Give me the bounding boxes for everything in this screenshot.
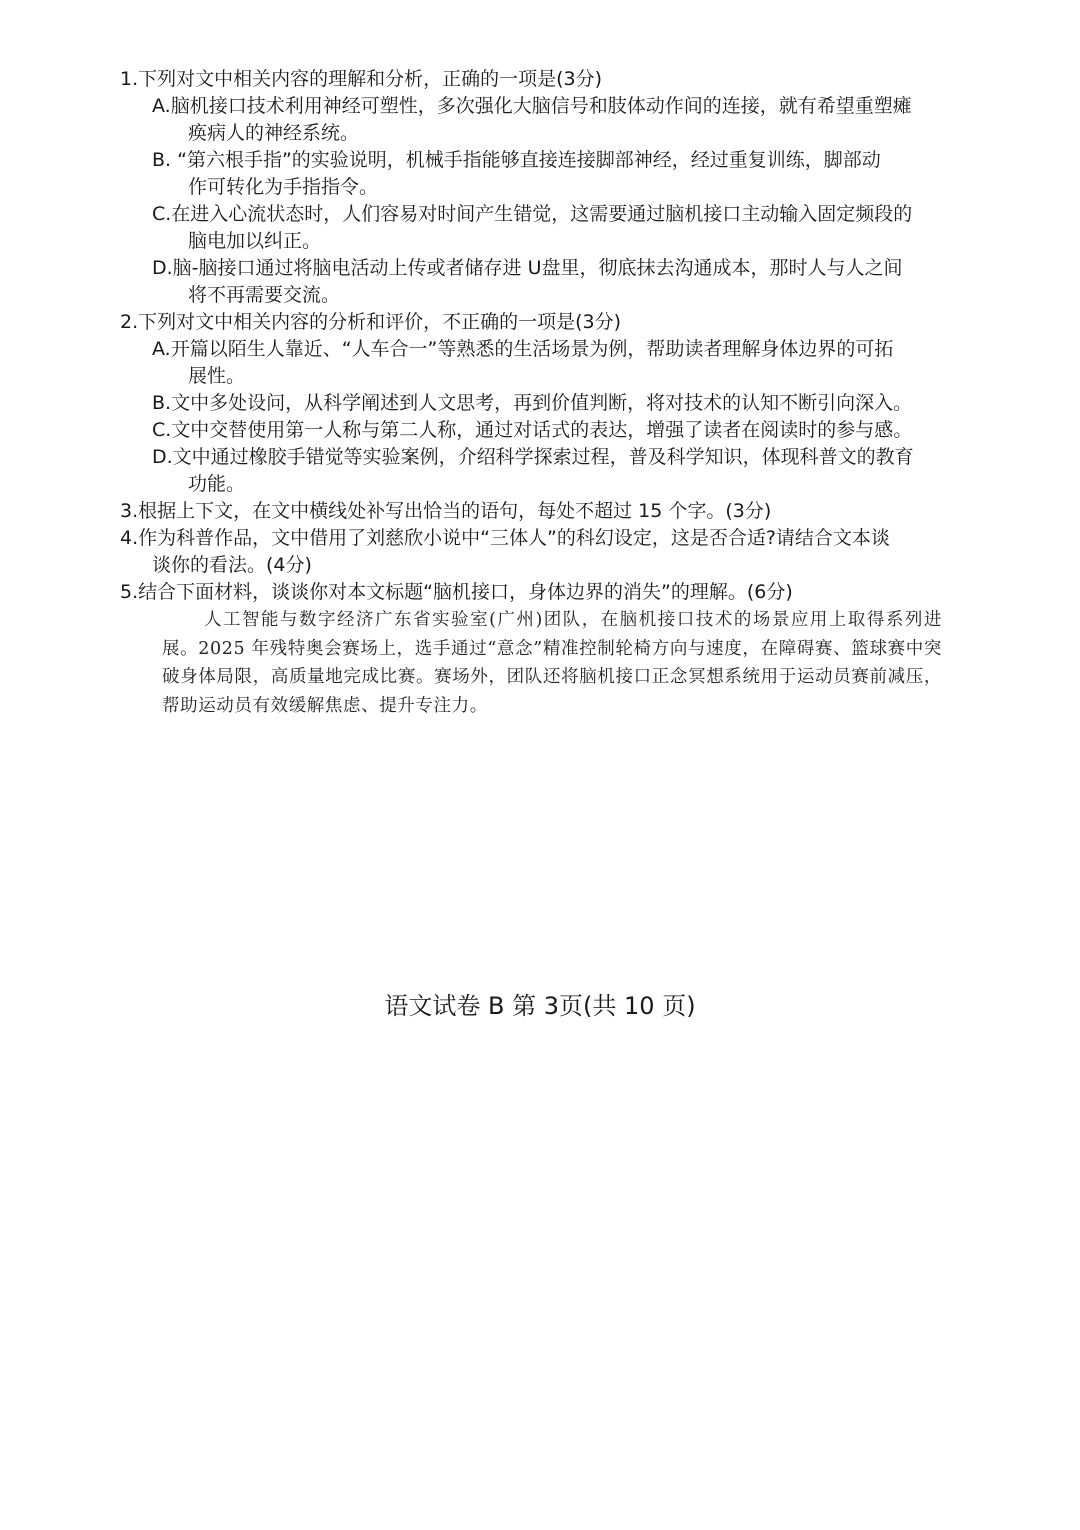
- option-text-continued: 作可转化为手指指令。: [188, 176, 379, 198]
- page-footer: 语文试卷 B 第 3页(共 10 页): [384, 992, 696, 1020]
- option-text-continued: 将不再需要交流。: [188, 284, 341, 306]
- question-1-stem: 1.下列对文中相关内容的理解和分析，正确的一项是(3分): [120, 68, 603, 90]
- option-text-continued: 展性。: [188, 365, 246, 387]
- option-text: C.文中交替使用第一人称与第二人称，通过对话式的表达，增强了读者在阅读时的参与感。: [152, 419, 913, 441]
- option-text-continued: 功能。: [188, 473, 246, 495]
- option-text: C.在进入心流状态时，人们容易对时间产生错觉，这需要通过脑机接口主动输入固定频段的: [152, 203, 913, 225]
- question-1-option-a: [152, 93, 982, 147]
- question-3: 3.根据上下文，在文中横线处补写出恰当的语句，每处不超过 15 个字。(3分): [120, 500, 772, 522]
- question-2-stem: 2.下列对文中相关内容的分析和评价，不正确的一项是(3分): [120, 311, 622, 333]
- question-2-option-c: [152, 417, 982, 444]
- option-text-continued: 痪病人的神经系统。: [188, 122, 360, 144]
- question-2-option-b: [152, 390, 982, 417]
- option-text: A.脑机接口技术利用神经可塑性，多次强化大脑信号和肢体动作间的连接，就有希望重塑瘫: [152, 95, 912, 117]
- question-4-line-2: 谈你的看法。(4分): [152, 554, 312, 576]
- question-1-option-c: [152, 201, 982, 255]
- option-text: B. “第六根手指”的实验说明，机械手指能够直接连接脚部神经，经过重复训练，脚部动: [152, 149, 881, 171]
- question-1-option-d: [152, 255, 982, 309]
- material-paragraph: 人工智能与数字经济广东省实验室(广州)团队，在脑机接口技术的场景应用上取得系列进展。2025 年残特奥会赛场上，选手通过“意念”精准控制轮椅方向与速度，在障碍赛、篮球赛中突破身体局限，高质量地完成比赛。赛场外，团队还将脑机接口正念冥想系统用于运动员赛前减压，帮助运动员有效缓解焦虑、提升专注力。: [162, 610, 942, 716]
- option-text: B.文中多处设问，从科学阐述到人文思考，再到价值判断，将对技术的认知不断引向深入。: [152, 392, 913, 414]
- option-text: D.文中通过橡胶手错觉等实验案例，介绍科学探索过程，普及科学知识，体现科普文的教育: [152, 446, 914, 468]
- question-5: 5.结合下面材料，谈谈你对本文标题“脑机接口，身体边界的消失”的理解。(6分): [120, 581, 793, 603]
- question-4-line-1: 4.作为科普作品，文中借用了刘慈欣小说中“三体人”的科幻设定，这是否合适?请结合文本谈: [120, 527, 890, 549]
- question-2-option-d: [152, 444, 982, 498]
- question-2-option-a: [152, 336, 982, 390]
- question-1-option-b: [152, 147, 982, 201]
- option-text: D.脑-脑接口通过将脑电活动上传或者储存进 U盘里，彻底抹去沟通成本，那时人与人之间: [152, 257, 903, 279]
- option-text-continued: 脑电加以纠正。: [188, 230, 322, 252]
- option-text: A.开篇以陌生人靠近、“人车合一”等熟悉的生活场景为例，帮助读者理解身体边界的可拓: [152, 338, 894, 360]
